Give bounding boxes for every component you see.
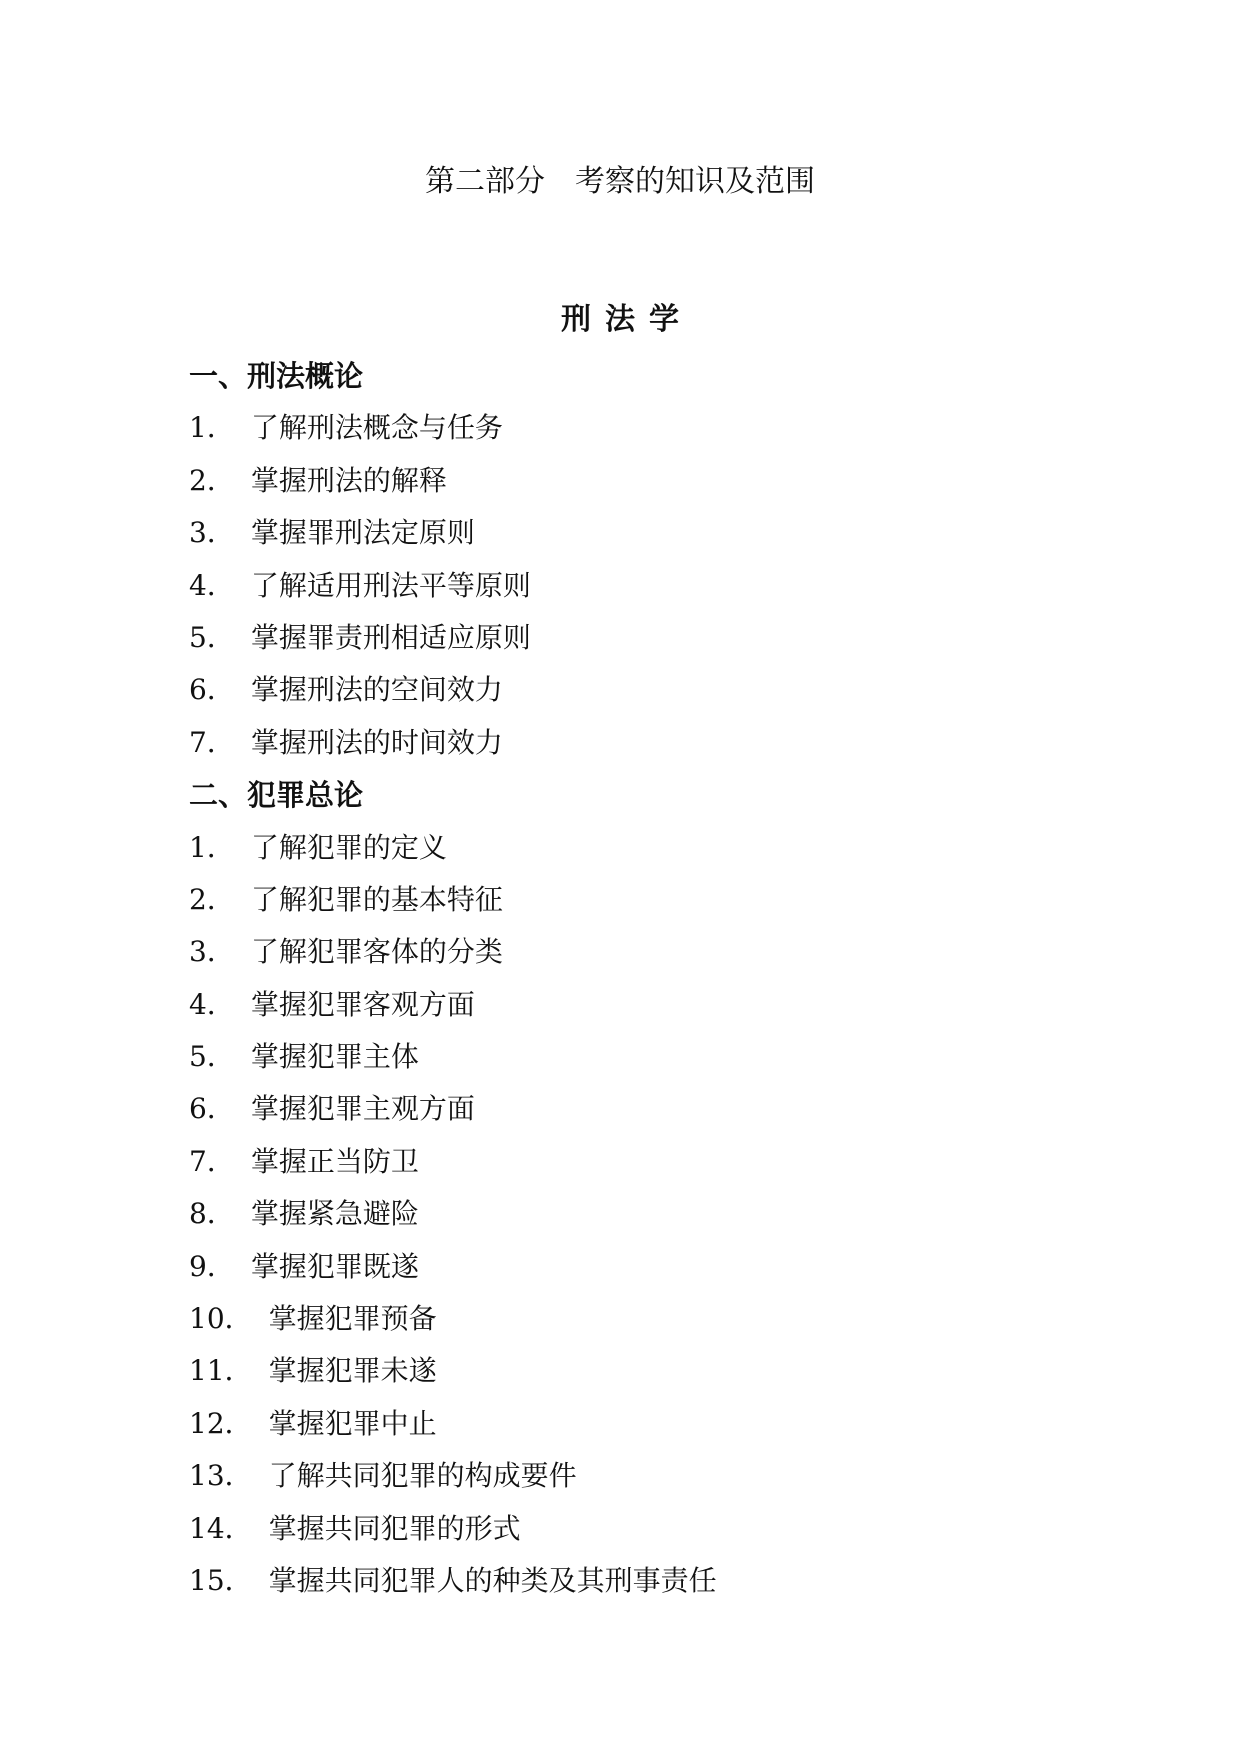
item-number: 13．	[189, 1459, 253, 1493]
item-text: 掌握犯罪客观方面	[250, 987, 475, 1021]
item-text: 了解犯罪的定义	[250, 830, 447, 864]
list-item	[189, 1293, 1089, 1345]
item-number: 4．	[189, 987, 235, 1021]
item-text: 掌握紧急避险	[250, 1197, 419, 1231]
item-text: 掌握犯罪主观方面	[250, 1092, 475, 1126]
item-text: 掌握刑法的时间效力	[250, 725, 503, 759]
list-item	[189, 1136, 1089, 1188]
item-text: 掌握犯罪中止	[268, 1406, 437, 1440]
subject-title: 刑法学	[561, 302, 693, 337]
list-item	[189, 1503, 1089, 1555]
list-item	[189, 1241, 1089, 1293]
item-number: 7．	[189, 725, 235, 759]
item-number: 9．	[189, 1249, 235, 1283]
item-text: 掌握犯罪主体	[250, 1040, 419, 1074]
item-text: 掌握共同犯罪的形式	[268, 1511, 521, 1545]
item-number: 7．	[189, 1144, 235, 1178]
list-item	[189, 1555, 1089, 1607]
outline-content	[189, 350, 1089, 1607]
item-number: 10．	[189, 1302, 253, 1336]
list-item	[189, 560, 1089, 612]
item-text: 掌握罪刑法定原则	[250, 516, 475, 550]
item-number: 1．	[189, 411, 235, 445]
page-title: 第二部分 考察的知识及范围	[425, 164, 815, 199]
list-item	[189, 874, 1089, 926]
item-text: 了解共同犯罪的构成要件	[268, 1459, 577, 1493]
item-number: 6．	[189, 1092, 235, 1126]
item-number: 14．	[189, 1511, 253, 1545]
section-heading-criminal-law-overview: 一、刑法概论	[189, 359, 364, 393]
list-item	[189, 455, 1089, 507]
item-number: 8．	[189, 1197, 235, 1231]
list-item	[189, 1345, 1089, 1397]
item-text: 掌握犯罪预备	[268, 1302, 437, 1336]
list-item	[189, 402, 1089, 454]
item-text: 了解犯罪的基本特征	[250, 882, 503, 916]
list-item	[189, 1031, 1089, 1083]
item-text: 了解犯罪客体的分类	[250, 935, 503, 969]
list-item	[189, 612, 1089, 664]
list-item	[189, 1083, 1089, 1135]
item-text: 掌握犯罪未遂	[268, 1354, 437, 1388]
item-text: 掌握罪责刑相适应原则	[250, 620, 531, 654]
item-text: 掌握刑法的解释	[250, 463, 447, 497]
item-number: 4．	[189, 568, 235, 602]
list-item	[189, 1450, 1089, 1502]
item-number: 3．	[189, 935, 235, 969]
item-text: 掌握犯罪既遂	[250, 1249, 419, 1283]
list-item	[189, 979, 1089, 1031]
item-number: 12．	[189, 1406, 253, 1440]
list-item	[189, 1188, 1089, 1240]
item-text: 掌握共同犯罪人的种类及其刑事责任	[268, 1563, 717, 1597]
item-number: 15．	[189, 1563, 253, 1597]
list-item	[189, 1398, 1089, 1450]
item-number: 1．	[189, 830, 235, 864]
list-item	[189, 926, 1089, 978]
item-number: 5．	[189, 620, 235, 654]
item-text: 掌握正当防卫	[250, 1144, 419, 1178]
item-number: 3．	[189, 516, 235, 550]
item-text: 掌握刑法的空间效力	[250, 673, 503, 707]
list-item	[189, 717, 1089, 769]
item-number: 5．	[189, 1040, 235, 1074]
item-number: 11．	[189, 1354, 253, 1388]
item-text: 了解适用刑法平等原则	[250, 568, 531, 602]
item-number: 2．	[189, 463, 235, 497]
item-number: 2．	[189, 882, 235, 916]
list-item	[189, 822, 1089, 874]
list-item	[189, 507, 1089, 559]
item-text: 了解刑法概念与任务	[250, 411, 503, 445]
list-item	[189, 664, 1089, 716]
section-heading-crime-general-theory: 二、犯罪总论	[189, 778, 364, 813]
item-number: 6．	[189, 673, 235, 707]
